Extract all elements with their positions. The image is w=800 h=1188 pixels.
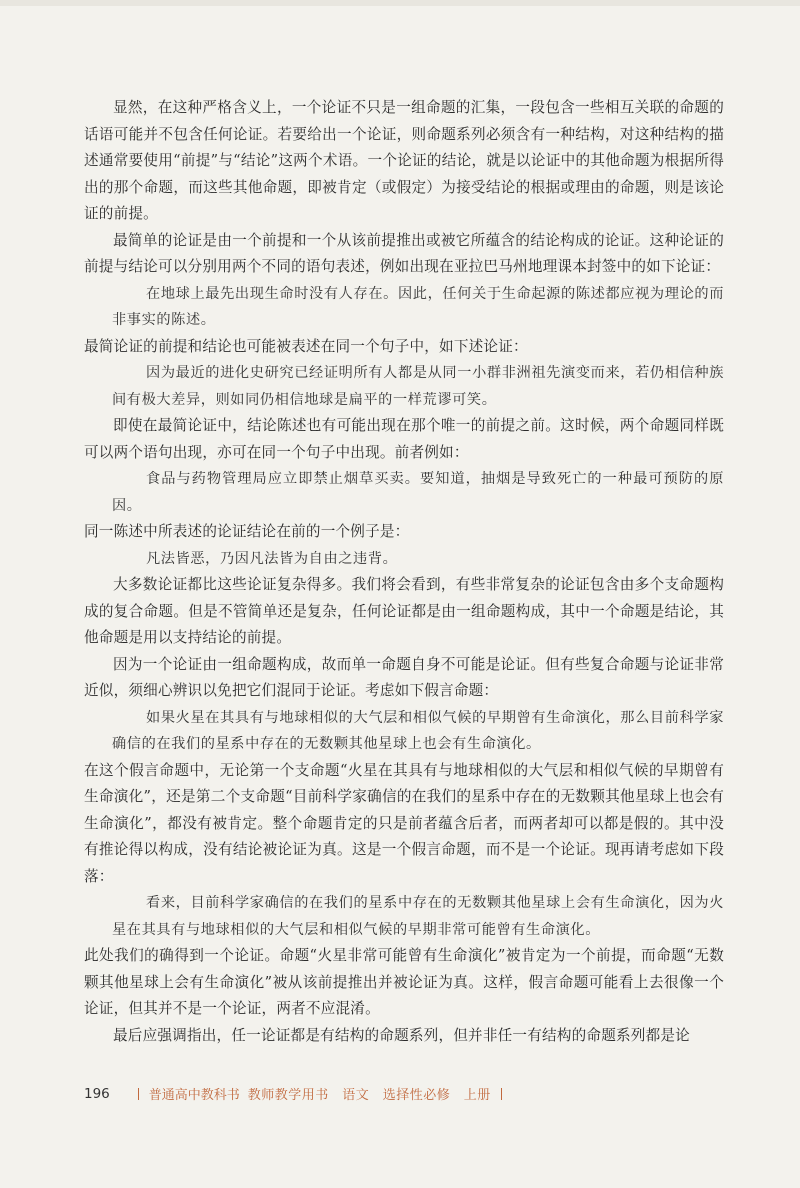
paragraph: 同一陈述中所表述的论证结论在前的一个例子是：: [84, 523, 410, 540]
quote: 在地球上最先出现生命时没有人存在。因此，任何关于生命起源的陈述都应视为理论的而非事实的陈述。: [112, 285, 724, 328]
paragraph: 即使在最简论证中，结论陈述也有可能出现在那个唯一的前提之前。这时候，两个命题同样既可以两个语句出现，亦可在同一个句子中出现。前者例如：: [84, 417, 724, 461]
quote: 因为最近的进化史研究已经证明所有人都是从同一小群非洲祖先演变而来，若仍相信种族间有极大差异，则如同仍相信地球是扁平的一样荒谬可笑。: [112, 365, 724, 408]
quote: 如果火星在其具有与地球相似的大气层和相似气候的早期曾有生命演化，那么目前科学家确信的在我们的星系中存在的无数颗其他星球上也会有生命演化。: [112, 709, 724, 752]
footer-series: 普通高中教科书: [148, 1088, 240, 1103]
footer-divider: [138, 1088, 139, 1100]
paragraph: 此处我们的确得到一个论证。命题“火星非常可能曾有生命演化”被肯定为一个前提，而命题“无数颗其他星球上会有生命演化”被从该前提推出并被论证为真。这样，假言命题可能看上去很像一个论证，但其并不是一个论证，两者不应混淆。: [84, 947, 724, 1017]
paragraph: 显然，在这种严格含义上，一个论证不只是一组命题的汇集，一段包含一些相互关联的命题的话语可能并不包含任何论证。若要给出一个论证，则命题系列必须含有一种结构，对这种结构的描述通常要使用“前提”与“结论”这两个术语。一个论证的结论，就是以论证中的其他命题为根据所得出的那个命题，而这些其他命题，即被肯定（或假定）为接受结论的根据或理由的命题，则是该论证的前提。: [84, 99, 724, 222]
paragraph: 大多数论证都比这些论证复杂得多。我们将会看到，有些非常复杂的论证包含由多个支命题构成的复合命题。但是不管简单还是复杂，任何论证都是由一组命题构成，其中一个命题是结论，其他命题是用以支持结论的前提。: [84, 576, 724, 646]
page-body: [84, 95, 724, 1049]
paragraph: 最简单的论证是由一个前提和一个从该前提推出或被它所蕴含的结论构成的论证。这种论证的前提与结论可以分别用两个不同的语句表述，例如出现在亚拉巴马州地理课本封签中的如下论证：: [84, 231, 724, 275]
paragraph: 因为一个论证由一组命题构成，故而单一命题自身不可能是论证。但有些复合命题与论证非常近似，须细心辨识以免把它们混同于论证。考虑如下假言命题：: [84, 655, 724, 699]
top-edge: [0, 0, 800, 6]
page-number: 196: [84, 1085, 110, 1102]
quote: 食品与药物管理局应立即禁止烟草买卖。要知道，抽烟是导致死亡的一种最可预防的原因。: [112, 471, 724, 514]
quote: 凡法皆恶，乃因凡法皆为自由之违背。: [146, 550, 398, 567]
footer-divider-end: [501, 1088, 502, 1100]
quote: 看来，目前科学家确信的在我们的星系中存在的无数颗其他星球上会有生命演化，因为火星在其具有与地球相似的大气层和相似气候的早期非常可能曾有生命演化。: [112, 895, 724, 938]
paragraph: 在这个假言命题中，无论第一个支命题“火星在其具有与地球相似的大气层和相似气候的早期曾有生命演化”，还是第二个支命题“目前科学家确信的在我们的星系中存在的无数颗其他星球上也会有生命演化”，都没有被肯定。整个命题肯定的只是前者蕴含后者，而两者却可以都是假的。其中没有推论得以构成，没有结论被论证为真。这是一个假言命题，而不是一个论证。现再请考虑如下段落：: [84, 761, 724, 885]
footer-book-info: 教师教学用书 语文 选择性必修 上册: [247, 1088, 491, 1103]
paragraph: 最简论证的前提和结论也可能被表述在同一个句子中，如下述论证：: [84, 337, 528, 355]
page-footer: [84, 1084, 512, 1103]
paragraph: 最后应强调指出，任一论证都是有结构的命题系列，但并非任一有结构的命题系列都是论: [113, 1026, 690, 1044]
